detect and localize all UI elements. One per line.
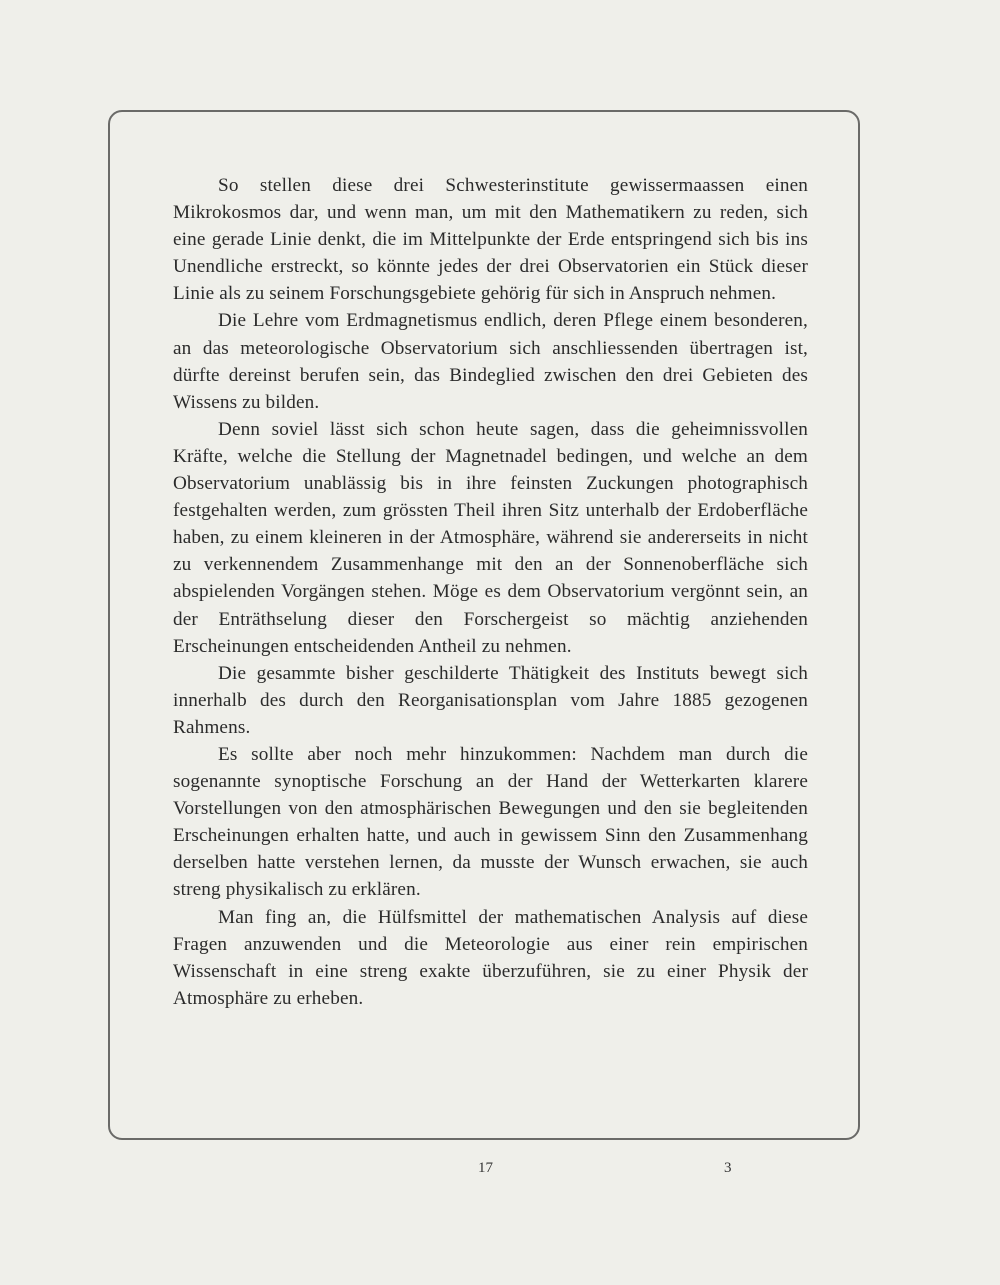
paragraph-6: Man fing an, die Hülfsmittel der mathematischen Analysis auf diese Fragen anzuwenden und die Meteorologie aus einer rein empirischen Wissenschaft in eine streng exakte überzuführen, sie zu einer Physik der Atmosphäre zu erheben.: [173, 906, 808, 1009]
page-number: 3: [724, 1160, 732, 1176]
sheet-number: 17: [478, 1160, 493, 1176]
paragraph-5: Es sollte aber noch mehr hinzukommen: Nachdem man durch die sogenannte synoptische Forschung an der Hand der Wetterkarten klarere Vorstellungen von den atmosphärischen Bewegungen und den sie begleitenden Erscheinungen erhalten hatte, und auch in gewissem Sinn den Zusammenhang derselben hatte verstehen lernen, da musste der Wunsch erwachen, sie auch streng physikalisch zu erklären.: [173, 743, 808, 901]
paragraph-2: Die Lehre vom Erdmagnetismus endlich, deren Pflege einem besonderen, an das meteorologische Observatorium sich anschliessenden übertragen ist, dürfte dereinst berufen sein, das Bindeglied zwischen den drei Gebieten des Wissens zu bilden.: [173, 310, 808, 413]
paragraph-3: Denn soviel lässt sich schon heute sagen, dass die geheimnissvollen Kräfte, welche die Stellung der Magnetnadel bedingen, und welche an dem Observatorium unablässig bis in ihre feinsten Zuckungen photographisch festgehalten werden, zum grössten Theil ihren Sitz unterhalb der Erdoberfläche haben, zu einem kleineren in der Atmosphäre, während sie andererseits in nicht zu verkennendem Zusammenhange mit den an der Sonnenoberfläche sich abspielenden Vorgängen stehen. Möge es dem Observatorium vergönnt sein, an der Enträthselung dieser den Forschergeist so mächtig anziehenden Erscheinungen entscheidenden Antheil zu nehmen.: [173, 418, 808, 657]
paragraph-4: Die gesammte bisher geschilderte Thätigkeit des Instituts bewegt sich innerhalb des durch den Reorganisationsplan vom Jahre 1885 gezogenen Rahmens.: [173, 662, 808, 738]
body-text: [173, 172, 808, 1012]
paragraph-1: So stellen diese drei Schwesterinstitute gewissermaassen einen Mikrokosmos dar, und wenn man, um mit den Mathematikern zu reden, sich eine gerade Linie denkt, die im Mittelpunkte der Erde entspringend sich bis ins Unendliche erstreckt, so könnte jedes der drei Observatorien ein Stück dieser Linie als zu seinem Forschungsgebiete gehörig für sich in Anspruch nehmen.: [173, 175, 808, 305]
